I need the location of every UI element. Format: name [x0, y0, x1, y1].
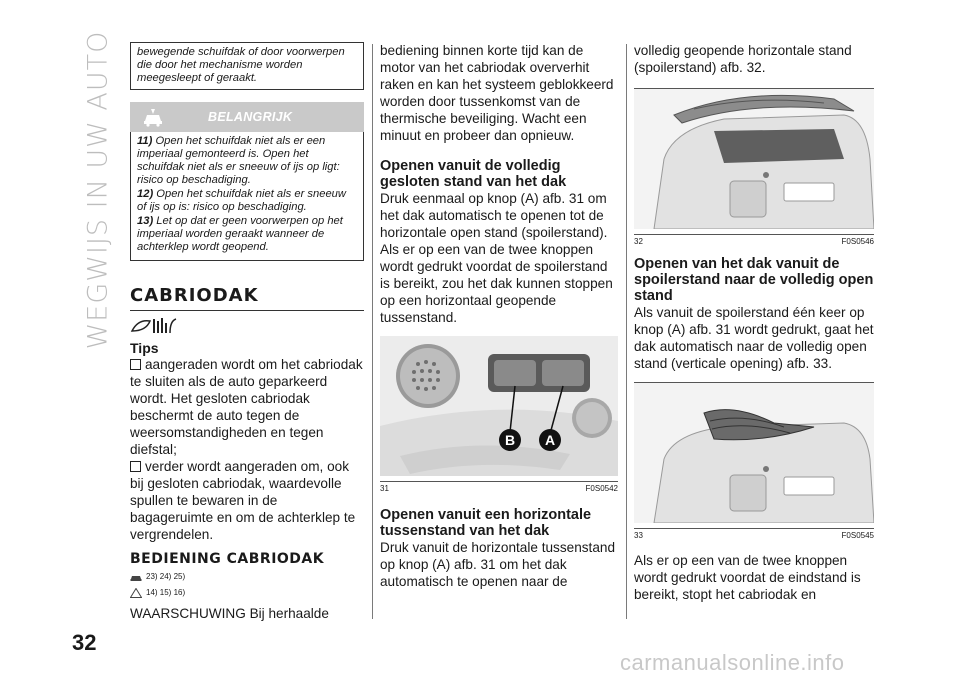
roof-console-image: [380, 336, 618, 476]
intro-box: bewegende schuifdak of door voorwerpen die door het mechanisme worden meegesleept of geraakt.: [130, 42, 364, 90]
side-section-title: WEGWIJS IN UW AUTO: [82, 30, 114, 350]
figure-33: [634, 382, 874, 540]
body-text: Als er op een van de twee knoppen wordt gedrukt voordat de eindstand is bereikt, stopt het cabriodak en: [634, 553, 861, 602]
heading: Openen vanuit een horizontale tussenstand van het dak: [380, 507, 592, 539]
figure-caption: [634, 531, 874, 540]
figure-code: F0S0542: [585, 484, 618, 493]
tips-heading: Tips: [130, 340, 159, 356]
tips-leaf-icon: [130, 315, 180, 335]
body-text: Als vanuit de spoilerstand één keer op knop (A) afb. 31 wordt gedrukt, gaat het dak automatisch naar de volledig open stand (verticale opening) afb. 33.: [634, 305, 874, 371]
reference-line: 14) 15) 16): [130, 586, 364, 599]
body-text: WAARSCHUWING Bij herhaalde: [130, 606, 329, 621]
tip-item: verder wordt aangeraden om, ook bij gesloten cabriodak, waardevolle spullen te bewaren in de bagageruimte en om de achterklep te vergrendelen.: [130, 459, 356, 542]
figure-caption: [380, 484, 618, 493]
warning-title: BELANGRIJK: [208, 110, 293, 124]
figure-32: [634, 88, 874, 246]
figure-rule: [634, 528, 874, 529]
figure-31: [380, 336, 618, 493]
page-number: 32: [72, 630, 97, 655]
column-1: [130, 42, 364, 622]
figure-label-a: A: [544, 432, 556, 448]
figure-caption: [634, 237, 874, 246]
body-text: Druk eenmaal op knop (A) afb. 31 om het dak automatisch te openen tot de horizontale open stand (spoilerstand). Als er op een van de twee knoppen wordt gedrukt voordat de spoilerstand is bereikt, zou het dak kunnen stoppen op een horizontaal geopende tussenstand.: [380, 191, 613, 325]
tip-item: aangeraden wordt om het cabriodak te sluiten als de auto geparkeerd wordt. Het gesloten cabriodak beschermt de auto tegen de weersomstandigheden en tegen diefstal;: [130, 357, 363, 457]
checkbox-bullet-icon: [130, 461, 141, 472]
section-title-cabriodak: CABRIODAK: [130, 285, 259, 306]
warning-point: 13) Let op dat er geen voorwerpen op het imperiaal worden geraakt wanneer de achterklep wordt geopend.: [137, 215, 343, 253]
figure-number: 33: [634, 531, 643, 540]
column-2: [380, 42, 618, 590]
checkbox-bullet-icon: [130, 359, 141, 370]
figure-label-b: B: [504, 432, 516, 448]
column-3: [634, 42, 874, 603]
figure-rule: [634, 234, 874, 235]
body-text: volledig geopende horizontale stand (spoilerstand) afb. 32.: [634, 43, 852, 75]
column-divider: [372, 44, 373, 619]
figure-number: 32: [634, 237, 643, 246]
triangle-warning-icon: [130, 588, 142, 598]
figure-code: F0S0546: [841, 237, 874, 246]
watermark-text: carmanualsonline.info: [620, 650, 845, 675]
figure-code: F0S0545: [841, 531, 874, 540]
heading: Openen van het dak vanuit de spoilerstand naar de volledig open stand: [634, 256, 874, 304]
warning-header: [130, 102, 364, 132]
section-title-bediening: BEDIENING CABRIODAK: [130, 551, 325, 567]
warning-point: 11) Open het schuifdak niet als er een imperiaal gemonteerd is. Open het schuifdak niet als er sneeuw of ijs op ligt: risico op beschadiging.: [137, 135, 340, 186]
heading: Openen vanuit de volledig gesloten stand van het dak: [380, 158, 567, 190]
figure-rule: [380, 481, 618, 482]
column-divider: [626, 44, 627, 619]
reference-line: 23) 24) 25): [130, 570, 364, 583]
car-fully-open-image: [634, 383, 874, 523]
car-spoiler-position-image: [634, 89, 874, 229]
body-text: Druk vanuit de horizontale tussenstand op knop (A) afb. 31 om het dak automatisch te openen naar de: [380, 540, 616, 589]
warning-body: [130, 132, 364, 261]
car-warning-icon: [130, 572, 142, 582]
section-rule: [130, 310, 364, 311]
figure-number: 31: [380, 484, 389, 493]
warning-car-icon: [142, 107, 164, 127]
body-text: bediening binnen korte tijd kan de motor van het cabriodak oververhit raken en kan het systeem geblokkeerd worden door tussenkomst van de thermische beveiliging. Wacht een minuut en probeer dan opnieuw.: [380, 43, 614, 143]
warning-point: 12) Open het schuifdak niet als er sneeuw of ijs op is: risico op beschadiging.: [137, 188, 346, 213]
